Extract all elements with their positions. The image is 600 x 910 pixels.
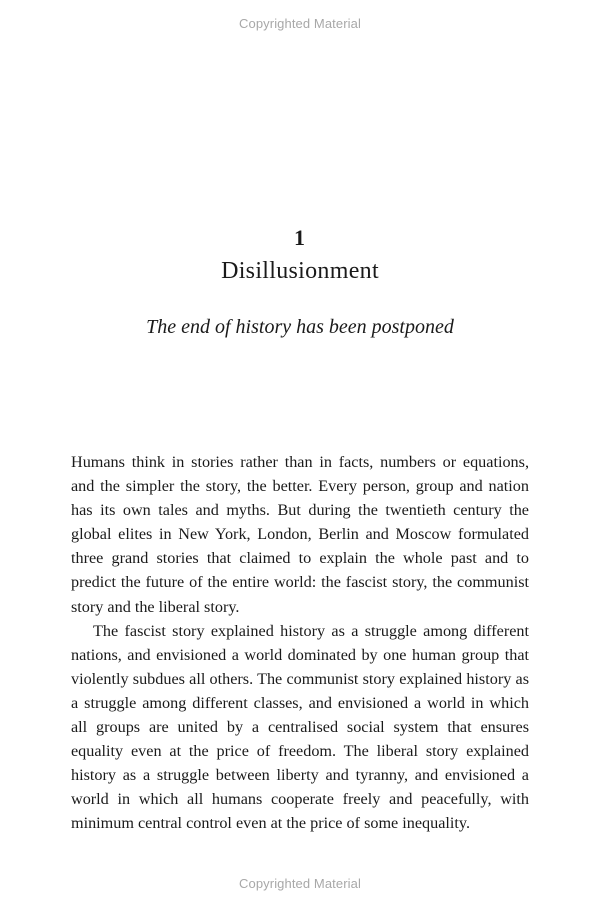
chapter-title: Disillusionment <box>221 258 379 284</box>
copyright-watermark-bottom: Copyrighted Material <box>239 876 361 891</box>
chapter-subtitle: The end of history has been postponed <box>146 316 454 338</box>
paragraph-2: The fascist story explained history as a struggle among different nations, and envisioned a world dominated by one human group that violently subdues all others. The communist story explained history as a struggle among different classes, and envisioned a world in which all groups are united by a centralised social system that ensures equality even at the price of freedom. The liberal story explained history as a struggle between liberty and tyranny, and envisioned a world in which all humans cooperate freely and peacefully, with minimum central control even at the price of some inequality. <box>71 621 529 833</box>
copyright-watermark-top: Copyrighted Material <box>239 16 361 31</box>
chapter-number: 1 <box>294 225 306 250</box>
paragraph-1: Humans think in stories rather than in facts, numbers or equations, and the simpler the story, the better. Every person, group and nation has its own tales and myths. But during the twentieth century the global elites in New York, London, Berlin and Moscow formulated three grand stories that claimed to explain the whole past and to predict the future of the entire world: the fascist story, the communist story and the liberal story. <box>71 453 529 616</box>
body-text <box>71 450 529 836</box>
